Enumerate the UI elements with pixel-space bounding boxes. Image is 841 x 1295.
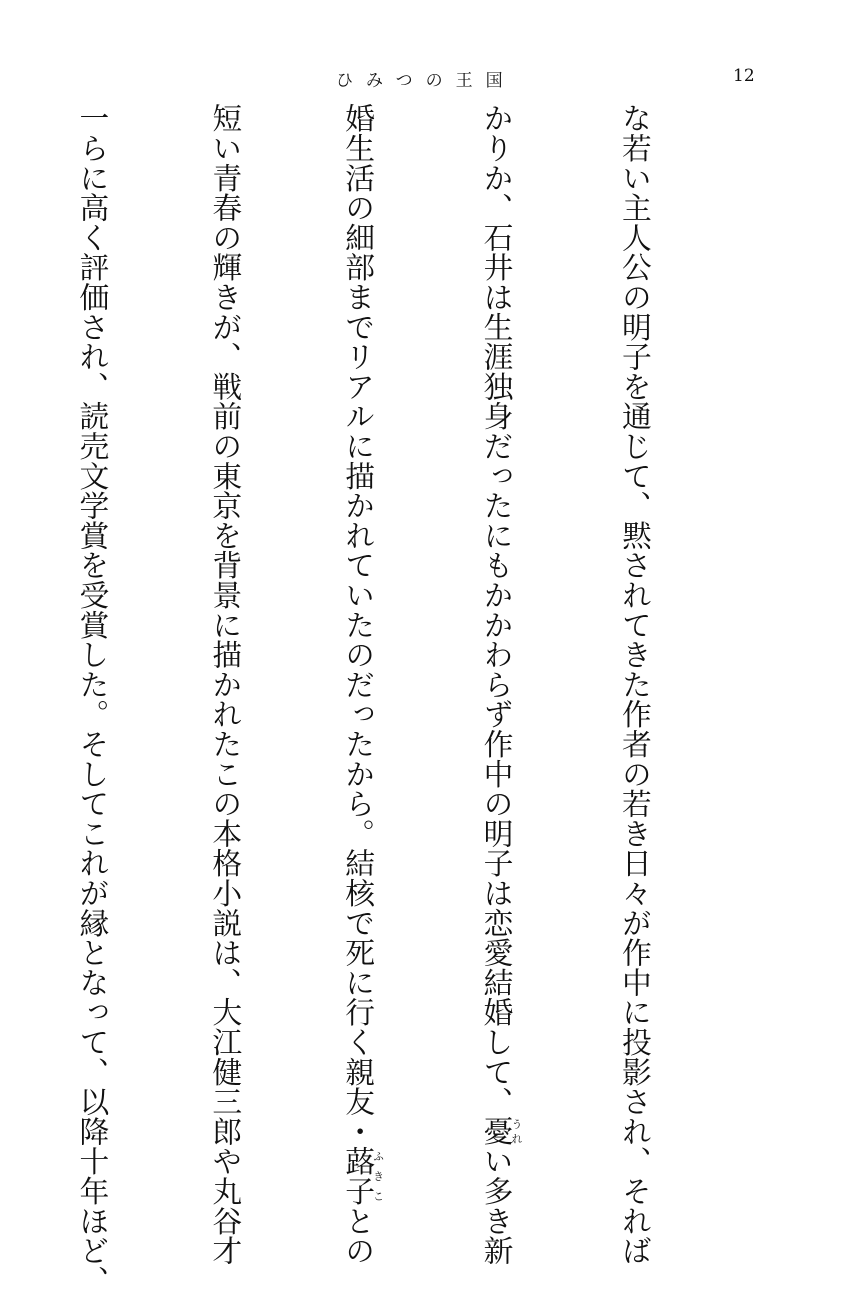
text-line: かりか、石井は生涯独身だったにもかかわらず作中の明子は恋愛結婚して、憂うれい多き新	[478, 103, 524, 1266]
text-line: 短い青春の輝きが、戦前の東京を背景に描かれたこの本格小説は、大江健三郎や丸谷才	[206, 103, 242, 1266]
text-line: な若い主人公の明子を通じて、黙されてきた作者の若き日々が作中に投影され、それば	[616, 103, 652, 1266]
furigana: 憂うれ	[478, 1116, 524, 1147]
page-header	[0, 66, 841, 96]
page-number: 12	[733, 66, 755, 86]
running-title: ひみつの王国	[336, 71, 516, 91]
furigana-reading: うれ	[510, 1116, 524, 1147]
furigana-reading: ふきこ	[371, 1146, 385, 1206]
furigana: 蕗子ふきこ	[339, 1146, 385, 1206]
text-line: 一らに高く評価され、読売文学賞を受賞した。そしてこれが縁となって、以降十年ほど、	[73, 103, 109, 1295]
vertical-body-text	[73, 103, 744, 1295]
text-line: 婚生活の細部までリアルに描かれていたのだったから。結核で死に行く親友・蕗子ふきことの	[339, 103, 385, 1266]
